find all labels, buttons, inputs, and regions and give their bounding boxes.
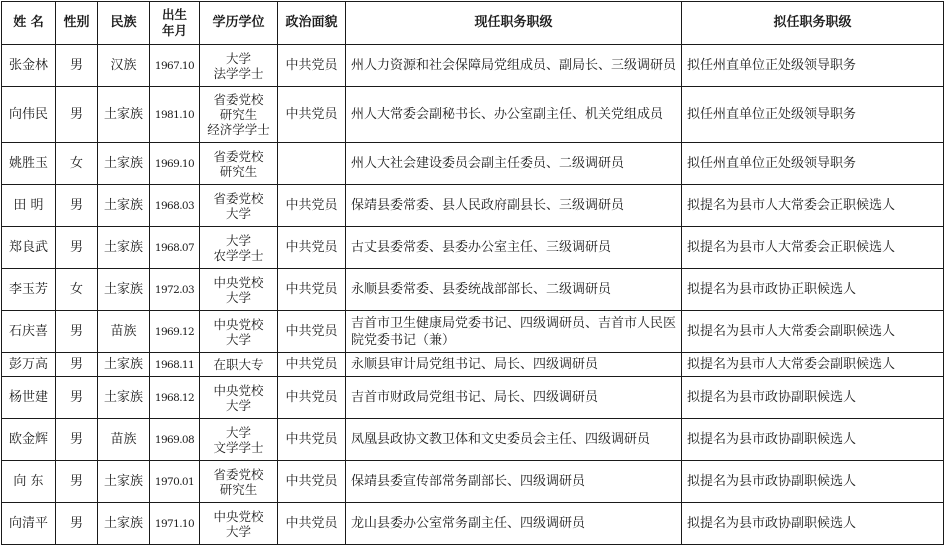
- header-birth-text: 出生年月: [161, 7, 187, 38]
- cell-gender: 男: [56, 87, 98, 143]
- education-line: 中央党校: [213, 274, 264, 290]
- cell-name: 向 东: [2, 461, 56, 503]
- cell-proposed-position: 拟提名为县市政协副职候选人: [682, 419, 944, 461]
- cell-ethnicity: 苗族: [98, 311, 150, 353]
- cell-education: [200, 377, 278, 419]
- header-gender: 性别: [56, 2, 98, 45]
- cell-name: 彭万高: [2, 353, 56, 377]
- cell-current-position: 吉首市卫生健康局党委书记、四级调研员、吉首市人民医院党委书记（兼）: [346, 311, 682, 353]
- table-row: [2, 185, 944, 227]
- cell-birth: 1971.10: [150, 503, 200, 545]
- cell-birth: 1970.01: [150, 461, 200, 503]
- cell-party: 中共党员: [278, 227, 346, 269]
- table-row: [2, 503, 944, 545]
- cell-gender: 女: [56, 143, 98, 185]
- cell-party: [278, 143, 346, 185]
- cell-education: [200, 185, 278, 227]
- cell-proposed-position: 拟提名为县市人大常委会正职候选人: [682, 227, 944, 269]
- roster-body: [2, 45, 944, 545]
- cell-education: [200, 503, 278, 545]
- education-line: 大学: [225, 397, 251, 413]
- cell-name: 向清平: [2, 503, 56, 545]
- cell-current-position: 永顺县委常委、县委统战部部长、二级调研员: [346, 269, 682, 311]
- table-row: [2, 311, 944, 353]
- cell-proposed-position: 拟提名为县市人大常委会副职候选人: [682, 353, 944, 377]
- cell-education: [200, 45, 278, 87]
- cell-party: 中共党员: [278, 503, 346, 545]
- cell-gender: 女: [56, 269, 98, 311]
- cell-proposed-position: 拟提名为县市政协副职候选人: [682, 503, 944, 545]
- table-row: [2, 419, 944, 461]
- cell-gender: 男: [56, 377, 98, 419]
- cell-party: 中共党员: [278, 461, 346, 503]
- education-line: 研究生: [219, 107, 258, 122]
- education-line: 中央党校: [213, 316, 264, 332]
- cell-name: 欧金辉: [2, 419, 56, 461]
- cell-party: 中共党员: [278, 353, 346, 377]
- education-line: 中央党校: [213, 382, 264, 398]
- education-line: 研究生: [219, 163, 258, 179]
- cell-name: 杨世建: [2, 377, 56, 419]
- header-proposed-position: 拟任职务职级: [682, 2, 944, 45]
- cell-party: 中共党员: [278, 185, 346, 227]
- cell-birth: 1968.11: [150, 353, 200, 377]
- cell-name: 姚胜玉: [2, 143, 56, 185]
- cell-current-position: 永顺县审计局党组书记、局长、四级调研员: [346, 353, 682, 377]
- cadre-roster-table: [1, 1, 944, 545]
- cell-current-position: 凤凰县政协文教卫体和文史委员会主任、四级调研员: [346, 419, 682, 461]
- education-line: 研究生: [219, 481, 258, 497]
- cell-education: [200, 143, 278, 185]
- cell-gender: 男: [56, 311, 98, 353]
- education-line: 大学: [225, 523, 251, 539]
- header-education: 学历学位: [200, 2, 278, 45]
- cell-party: 中共党员: [278, 269, 346, 311]
- cell-proposed-position: 拟提名为县市政协正职候选人: [682, 269, 944, 311]
- education-line: 大学: [225, 289, 251, 305]
- cell-ethnicity: 土家族: [98, 185, 150, 227]
- education-line: 中央党校: [213, 508, 264, 524]
- cell-name: 石庆喜: [2, 311, 56, 353]
- table-row: [2, 269, 944, 311]
- table-row: [2, 461, 944, 503]
- cell-party: 中共党员: [278, 311, 346, 353]
- cell-gender: 男: [56, 503, 98, 545]
- education-line: 大学: [225, 50, 251, 66]
- cell-birth: 1969.10: [150, 143, 200, 185]
- cell-party: 中共党员: [278, 377, 346, 419]
- cell-ethnicity: 土家族: [98, 503, 150, 545]
- header-name: 姓 名: [2, 2, 56, 45]
- cell-gender: 男: [56, 353, 98, 377]
- cell-proposed-position: 拟任州直单位正处级领导职务: [682, 143, 944, 185]
- table-row: [2, 377, 944, 419]
- cell-current-position: 州人力资源和社会保障局党组成员、副局长、三级调研员: [346, 45, 682, 87]
- cell-proposed-position: 拟提名为县市人大常委会副职候选人: [682, 311, 944, 353]
- cell-birth: 1981.10: [150, 87, 200, 143]
- cell-party: 中共党员: [278, 45, 346, 87]
- header-row: [2, 2, 944, 45]
- cell-education: [200, 227, 278, 269]
- cell-gender: 男: [56, 419, 98, 461]
- cell-birth: 1968.07: [150, 227, 200, 269]
- education-line: 大学: [225, 205, 251, 221]
- cell-current-position: 保靖县委常委、县人民政府副县长、三级调研员: [346, 185, 682, 227]
- cell-proposed-position: 拟任州直单位正处级领导职务: [682, 45, 944, 87]
- cell-current-position: 古丈县委常委、县委办公室主任、三级调研员: [346, 227, 682, 269]
- cell-name: 郑良武: [2, 227, 56, 269]
- cell-ethnicity: 土家族: [98, 377, 150, 419]
- cell-gender: 男: [56, 227, 98, 269]
- education-line: 省委党校: [213, 148, 264, 164]
- cell-current-position: 州人大社会建设委员会副主任委员、二级调研员: [346, 143, 682, 185]
- cell-current-position: 州人大常委会副秘书长、办公室副主任、机关党组成员: [346, 87, 682, 143]
- cell-ethnicity: 土家族: [98, 461, 150, 503]
- cell-current-position: 龙山县委办公室常务副主任、四级调研员: [346, 503, 682, 545]
- cell-ethnicity: 土家族: [98, 269, 150, 311]
- education-line: 省委党校: [213, 466, 264, 482]
- cell-ethnicity: 土家族: [98, 143, 150, 185]
- cell-ethnicity: 汉族: [98, 45, 150, 87]
- education-line: 省委党校: [213, 190, 264, 206]
- cell-proposed-position: 拟提名为县市政协副职候选人: [682, 377, 944, 419]
- cell-birth: 1968.12: [150, 377, 200, 419]
- cell-birth: 1972.03: [150, 269, 200, 311]
- cell-name: 李玉芳: [2, 269, 56, 311]
- cell-proposed-position: 拟提名为县市人大常委会正职候选人: [682, 185, 944, 227]
- cell-ethnicity: 苗族: [98, 419, 150, 461]
- cell-gender: 男: [56, 45, 98, 87]
- cell-education: [200, 87, 278, 143]
- cell-education: [200, 269, 278, 311]
- cell-birth: 1968.03: [150, 185, 200, 227]
- table-row: [2, 353, 944, 377]
- cell-name: 张金林: [2, 45, 56, 87]
- header-ethnicity: 民族: [98, 2, 150, 45]
- education-line: 省委党校: [213, 92, 264, 107]
- cell-ethnicity: 土家族: [98, 353, 150, 377]
- cell-education: [200, 353, 278, 377]
- table-row: [2, 87, 944, 143]
- header-party: 政治面貌: [278, 2, 346, 45]
- cell-birth: 1967.10: [150, 45, 200, 87]
- cell-proposed-position: 拟提名为县市政协副职候选人: [682, 461, 944, 503]
- education-line: 在职大专: [213, 357, 264, 372]
- education-line: 经济学学士: [207, 122, 270, 137]
- cell-name: 田 明: [2, 185, 56, 227]
- cell-birth: 1969.12: [150, 311, 200, 353]
- education-line: 农学学士: [213, 247, 264, 263]
- cell-education: [200, 461, 278, 503]
- cell-name: 向伟民: [2, 87, 56, 143]
- cell-party: 中共党员: [278, 419, 346, 461]
- education-line: 大学: [225, 424, 251, 440]
- cell-proposed-position: 拟任州直单位正处级领导职务: [682, 87, 944, 143]
- cell-education: [200, 419, 278, 461]
- cell-gender: 男: [56, 461, 98, 503]
- education-line: 大学: [225, 232, 251, 248]
- cell-ethnicity: 土家族: [98, 87, 150, 143]
- table-row: [2, 45, 944, 87]
- education-line: 大学: [225, 331, 251, 347]
- table-row: [2, 143, 944, 185]
- header-birth: [150, 2, 200, 45]
- header-current-position: 现任职务职级: [346, 2, 682, 45]
- cell-current-position: 吉首市财政局党组书记、局长、四级调研员: [346, 377, 682, 419]
- education-line: 法学学士: [213, 65, 264, 81]
- cell-birth: 1969.08: [150, 419, 200, 461]
- table-row: [2, 227, 944, 269]
- education-line: 文学学士: [213, 439, 264, 455]
- cell-education: [200, 311, 278, 353]
- cell-ethnicity: 土家族: [98, 227, 150, 269]
- cell-current-position: 保靖县委宣传部常务副部长、四级调研员: [346, 461, 682, 503]
- cell-gender: 男: [56, 185, 98, 227]
- cell-party: 中共党员: [278, 87, 346, 143]
